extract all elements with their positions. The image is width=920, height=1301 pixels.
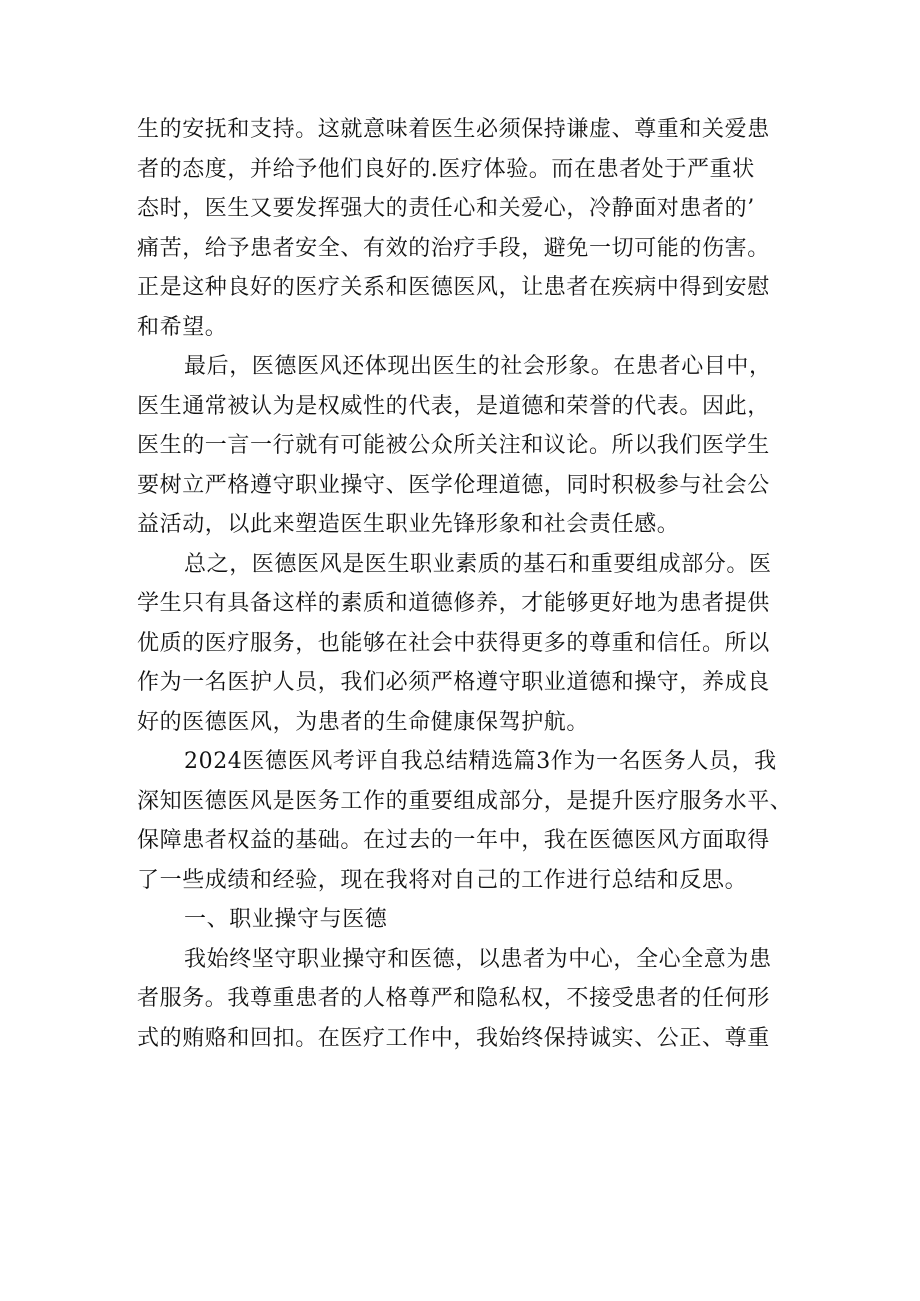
- text-line: 式的贿赂和回扣。在医疗工作中，我始终保持诚实、公正、尊重: [137, 1025, 770, 1051]
- text-line: 作为一名医护人员，我们必须严格遵守职业道德和操守，养成良: [137, 670, 770, 695]
- text-line: 总之，医德医风是医生职业素质的基石和重要组成部分。医: [184, 551, 772, 577]
- document-body: [137, 110, 797, 1058]
- text-line: 态时，医生又要发挥强大的责任心和关爱心，冷静面对患者的’: [137, 196, 755, 221]
- text-line: 我始终坚守职业操守和医德，以患者为中心，全心全意为患: [184, 946, 772, 972]
- text-line: 正是这种良好的医疗关系和医德医风，让患者在疾病中得到安慰: [137, 275, 770, 300]
- text-line: 医生通常被认为是权威性的代表，是道德和荣誉的代表。因此，: [137, 393, 770, 419]
- text-line: 者服务。我尊重患者的人格尊严和隐私权，不接受患者的任何形: [137, 986, 770, 1011]
- text-line: 生的安抚和支持。这就意味着医生必须保持谦虚、尊重和关爱患: [137, 117, 770, 142]
- text-line: 和希望。: [137, 314, 228, 340]
- text-line: 最后，医德医风还体现出医生的社会形象。在患者心目中，: [184, 354, 772, 379]
- text-line: 医生的一言一行就有可能被公众所关注和议论。所以我们医学生: [137, 433, 770, 458]
- text-line: 优质的医疗服务，也能够在社会中获得更多的尊重和信任。所以: [137, 630, 770, 656]
- text-line: 者的态度，并给予他们良好的.医疗体验。而在患者处于严重状: [137, 156, 755, 182]
- section-heading: 一、职业操守与医德: [184, 907, 388, 932]
- text-line: 痛苦，给予患者安全、有效的治疗手段，避免一切可能的伤害。: [137, 235, 770, 261]
- text-line: 益活动，以此来塑造医生职业先锋形象和社会责任感。: [137, 512, 680, 537]
- text-line: 学生只有具备这样的素质和道德修养，才能够更好地为患者提供: [137, 591, 770, 616]
- text-line: 好的医德医风，为患者的生命健康保驾护航。: [137, 709, 590, 735]
- text-line: 保障患者权益的基础。在过去的一年中，我在医德医风方面取得: [137, 828, 770, 853]
- text-line: 了一些成绩和经验，现在我将对自己的工作进行总结和反思。: [137, 867, 748, 893]
- text-line: 深知医德医风是医务工作的重要组成部分，是提升医疗服务水平、: [137, 788, 793, 814]
- text-line: 要树立严格遵守职业操守、医学伦理道德，同时积极参与社会公: [137, 472, 770, 498]
- text-line: 2024医德医风考评自我总结精选篇3作为一名医务人员，我: [184, 749, 777, 774]
